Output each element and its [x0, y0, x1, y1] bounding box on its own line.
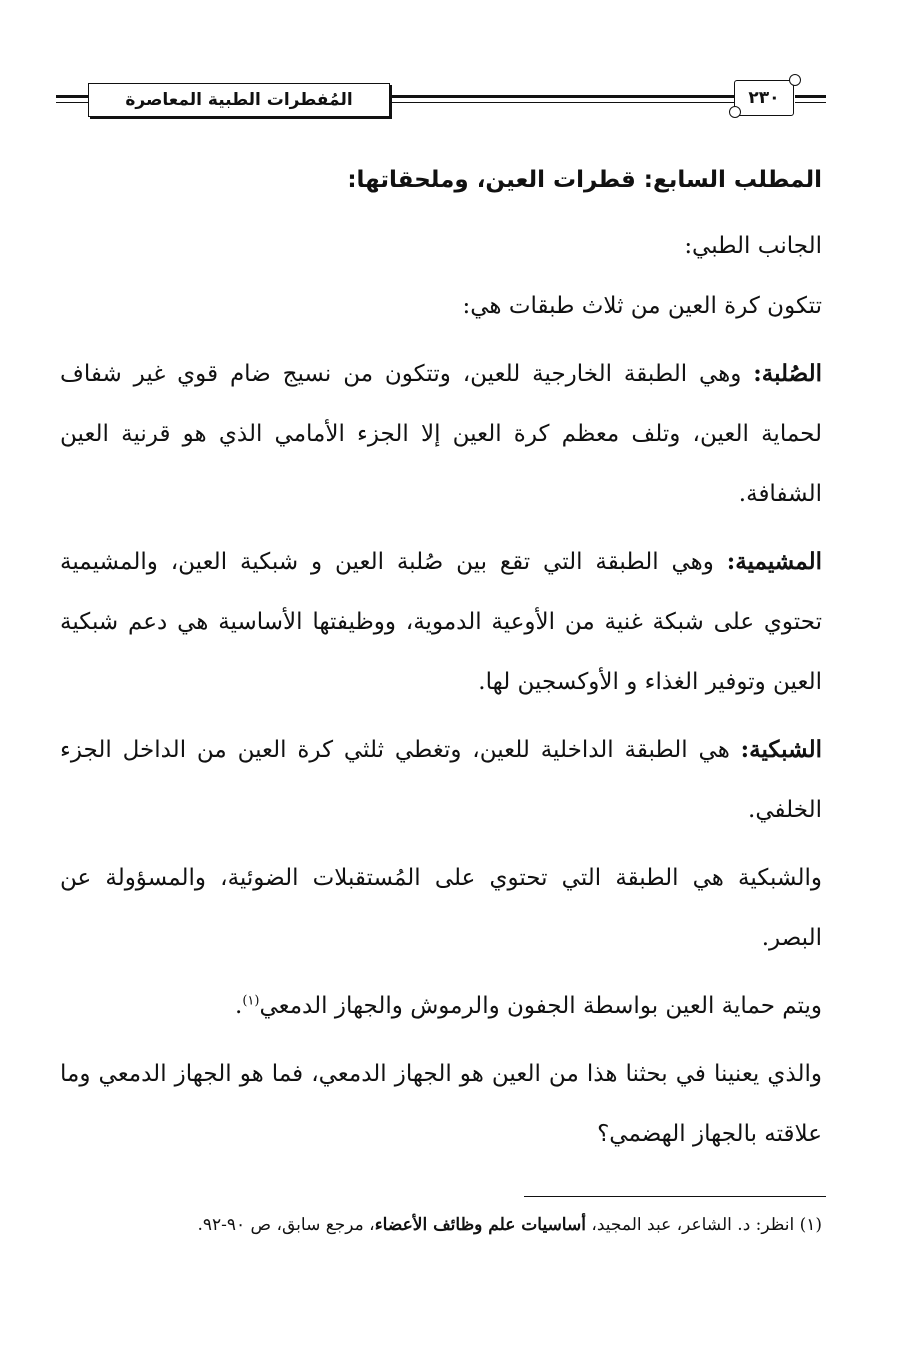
header-rule-middle-thin — [390, 102, 734, 103]
header-rule-middle — [390, 95, 734, 98]
subheading: الجانب الطبي: — [684, 233, 822, 259]
layer-description: وهي الطبقة التي تقع بين صُلبة العين و شبكية العين، والمشيمية تحتوي على شبكة غنية من الأوعية الدموية، ووظيفتها الأساسية هي دعم شبكية العين وتوفير الغذاء و الأوكسجين لها. — [60, 549, 822, 695]
scroll-curl-icon — [729, 106, 741, 118]
footnote-reference[interactable]: (١) — [242, 993, 260, 1009]
layer-paragraph-sclera — [60, 344, 822, 524]
page-number: ٢٣٠ — [748, 88, 780, 108]
lacrimal-question-paragraph: والذي يعنينا في بحثنا هذا من العين هو الجهاز الدمعي، فما هو الجهاز الدمعي وما علاقته بالجهاز الهضمي؟ — [60, 1061, 822, 1147]
footnote-suffix: ، مرجع سابق، ص ٩٠-٩٢. — [197, 1215, 375, 1235]
header-rule-right — [795, 95, 826, 98]
header-rule-left-thin — [56, 102, 88, 103]
footnote-prefix: انظر: د. الشاعر، عبد المجيد، — [585, 1215, 800, 1235]
protection-end: . — [235, 993, 243, 1019]
footnote-reference-title: أساسيات علم وظائف الأعضاء — [374, 1215, 586, 1235]
retina-function-paragraph: والشبكية هي الطبقة التي تحتوي على المُستقبلات الضوئية، والمسؤولة عن البصر. — [60, 865, 822, 951]
book-title-box — [88, 83, 390, 117]
layer-term: الصُلبة: — [753, 360, 822, 387]
intro-paragraph: تتكون كرة العين من ثلاث طبقات هي: — [462, 293, 822, 319]
eye-protection-paragraph — [60, 976, 822, 1036]
running-header — [56, 76, 826, 124]
scroll-curl-icon — [789, 74, 801, 86]
section-heading: المطلب السابع: قطرات العين، وملحقاتها: — [347, 167, 822, 193]
header-rule-left — [56, 95, 88, 98]
footnote-marker: (١) — [799, 1215, 822, 1235]
book-title: المُفطرات الطبية المعاصرة — [125, 90, 353, 110]
layer-term: الشبكية: — [740, 736, 822, 763]
layer-description: هي الطبقة الداخلية للعين، وتغطي ثلثي كرة العين من الداخل الجزء الخلفي. — [60, 737, 822, 823]
footnote-separator — [524, 1196, 826, 1197]
protection-text: ويتم حماية العين بواسطة الجفون والرموش والجهاز الدمعي — [259, 993, 822, 1019]
footnote — [60, 1210, 822, 1240]
page-body — [60, 150, 822, 1172]
page-number-box — [734, 80, 794, 116]
layer-description: وهي الطبقة الخارجية للعين، وتتكون من نسيج ضام قوي غير شفاف لحماية العين، وتلف معظم كرة العين إلا الجزء الأمامي الذي هو قرنية العين الشفافة. — [60, 361, 822, 507]
header-rule-right-thin — [795, 102, 826, 103]
layer-paragraph-choroid — [60, 532, 822, 712]
layer-paragraph-retina — [60, 720, 822, 840]
layer-term: المشيمية: — [726, 548, 822, 575]
